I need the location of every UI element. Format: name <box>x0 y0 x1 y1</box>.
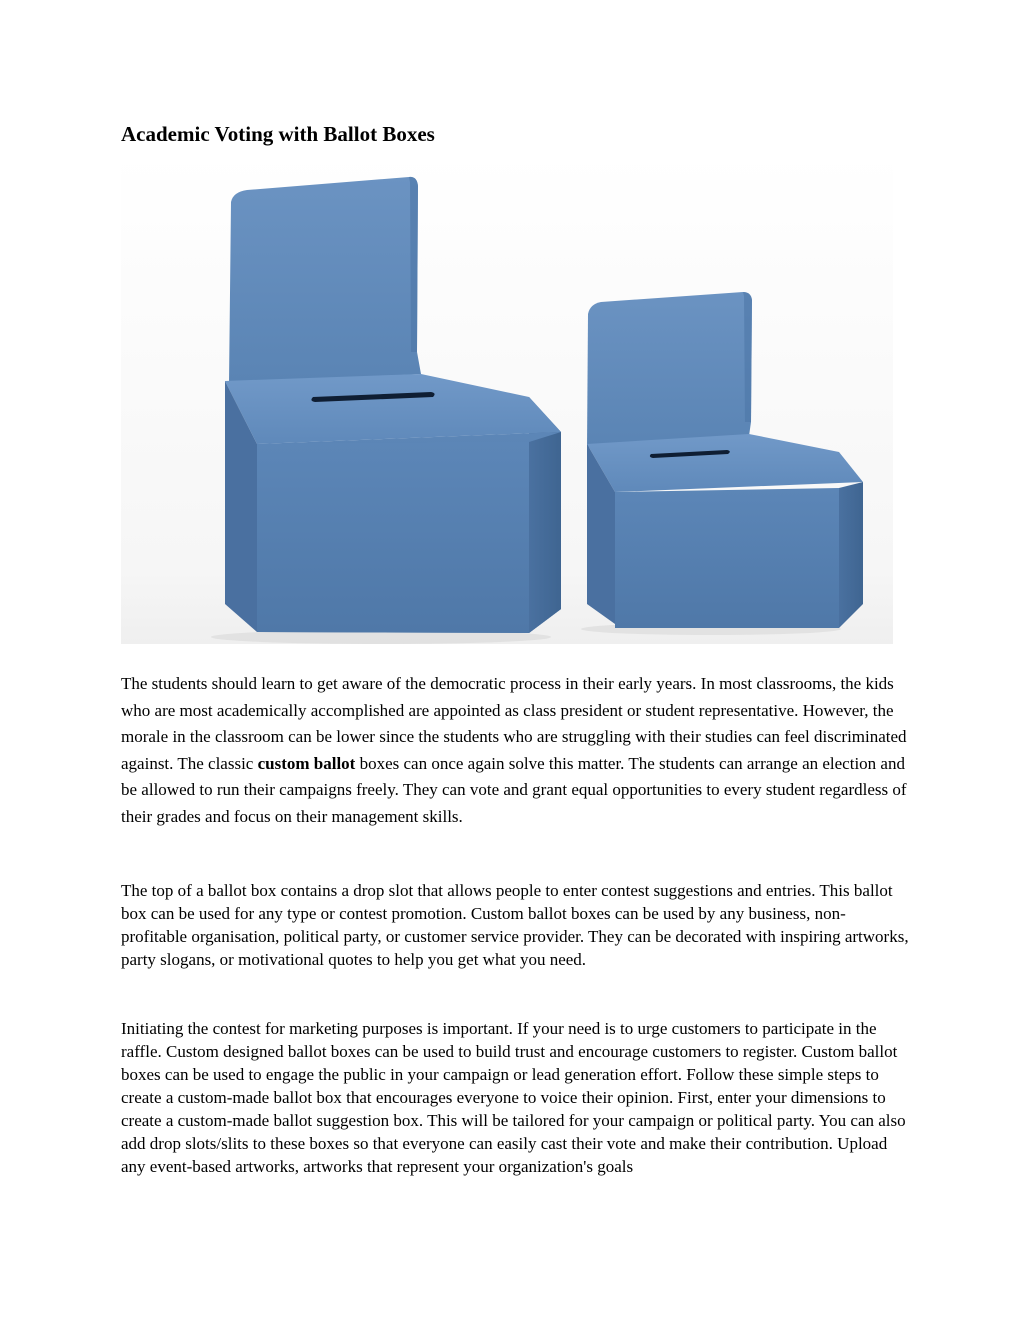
page-title: Academic Voting with Ballot Boxes <box>121 122 435 146</box>
custom-ballot-bold: custom ballot <box>257 753 356 773</box>
paragraph-2: The top of a ballot box contains a drop slot that allows people to enter contest suggestions and entries. This ballot box can be used for any type or contest promotion. Custom ballot boxes can be used by any business, non-profitable organisation, political party, or customer service provider. They can be decorated with inspiring artworks, party slogans, or motivational quotes to help you get what you need. <box>121 881 909 969</box>
paragraph-1-text-a: The students should learn to get aware of the democratic process in their early years. In most classrooms, the kids who are most academically accomplished are appointed as class president or student representative. However, the morale in the classroom can be lower since the students who are struggling with their studies can feel discriminated against. The classic <box>121 674 907 773</box>
ballot-boxes-image <box>121 152 893 644</box>
paragraph-1 <box>121 671 911 830</box>
paragraph-3: Initiating the contest for marketing purposes is important. If your need is to urge customers to participate in the raffle. Custom designed ballot boxes can be used to build trust and encourage customers to register. Custom ballot boxes can be used to engage the public in your campaign or lead generation effort. Follow these simple steps to create a custom-made ballot box that encourages everyone to voice their opinion. First, enter your dimensions to create a custom-made ballot suggestion box. This will be tailored for your campaign or political party. You can also add drop slots/slits to these boxes so that everyone can easily cast their vote and make their contribution. Upload any event-based artworks, artworks that represent your organization's goals <box>121 1019 906 1176</box>
paragraph-1-text-b: boxes can once again solve this matter. The students can arrange an election and be allowed to run their campaigns freely. They can vote and grant equal opportunities to every student regardless of their grades and focus on their management skills. <box>121 753 907 826</box>
